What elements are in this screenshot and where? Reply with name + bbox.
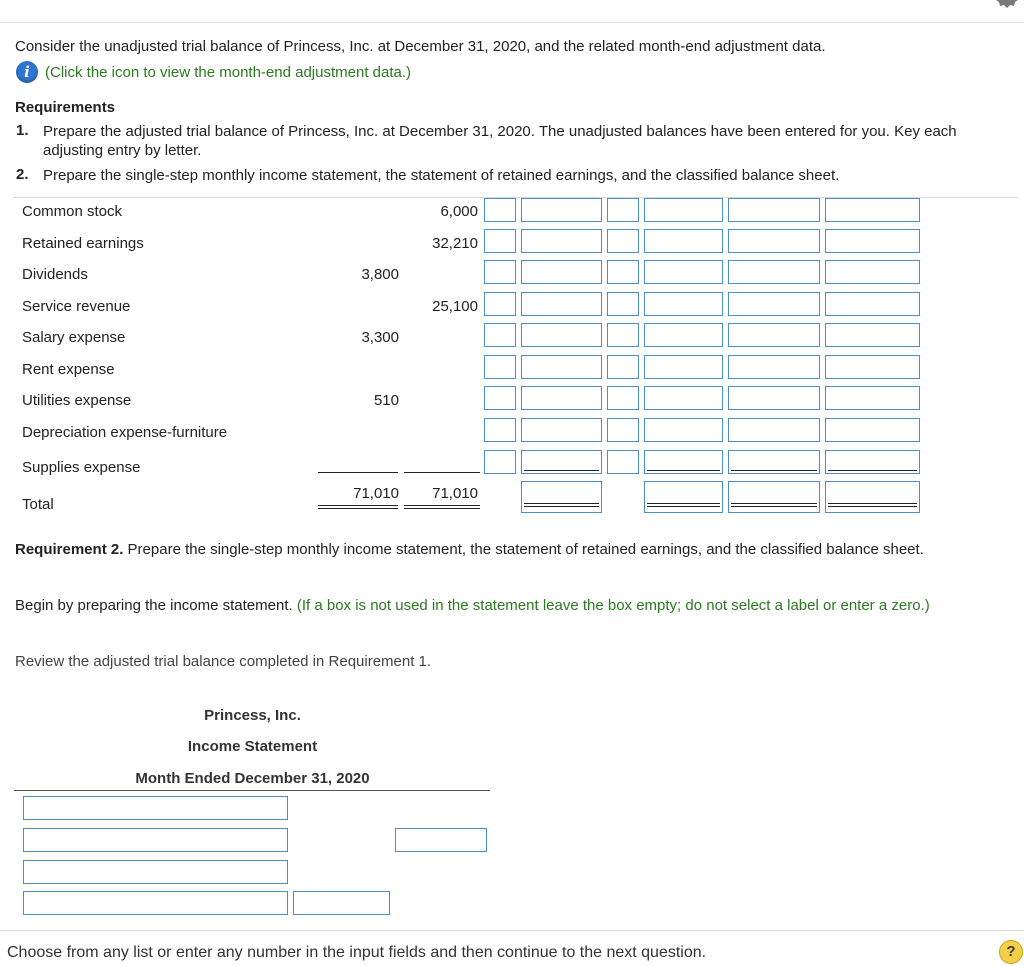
unadjusted-credit: 25,100 [432,298,478,315]
adjusted-credit-input[interactable] [825,260,920,284]
adjustment-data-link[interactable]: (Click the icon to view the month-end adjustment data.) [45,63,412,81]
adjustment-credit-amount-input[interactable] [644,260,723,284]
adjustment-credit-amount-input[interactable] [644,229,723,253]
adjustment-credit-letter-input[interactable] [607,260,639,284]
unadjusted-credit: 6,000 [440,203,478,220]
begin-instruction [15,596,995,615]
adjustment-debit-amount-input[interactable] [521,323,602,347]
total-double-rule [524,503,599,507]
adjustment-debit-letter-input[interactable] [484,418,516,442]
total-adjustment-credit-amount-input[interactable] [644,481,723,513]
subtotal-rule [524,470,599,471]
adjusted-credit-input[interactable] [825,386,920,410]
adjustment-credit-amount-input[interactable] [644,323,723,347]
account-label: Common stock [22,203,123,220]
adjustment-debit-amount-input[interactable] [521,355,602,379]
total-adjustment-debit-amount-input[interactable] [521,481,602,513]
requirement-text: Prepare the single-step monthly income statement, the statement of retained earnings, and the classified balance sheet. [43,167,840,184]
adjustment-debit-amount-input[interactable] [521,292,602,316]
unadjusted-debit: 3,800 [361,266,399,283]
total-label: Total [22,496,54,513]
adjustment-credit-amount-input[interactable] [644,418,723,442]
adjusted-debit-input[interactable] [728,292,820,316]
adjustment-debit-amount-input[interactable] [521,386,602,410]
adjustment-debit-letter-input[interactable] [484,386,516,410]
total-credit: 71,010 [432,485,478,502]
statement-label-input[interactable] [23,891,288,915]
requirements-title: Requirements [15,99,116,116]
statement-header-rule [14,790,490,791]
total-double-rule [404,505,480,509]
adjusted-debit-input[interactable] [728,386,820,410]
adjustment-credit-amount-input[interactable] [644,198,723,222]
adjustment-debit-letter-input[interactable] [484,229,516,253]
adjustment-debit-letter-input[interactable] [484,323,516,347]
total-debit: 71,010 [353,485,399,502]
requirement-text: Prepare the adjusted trial balance of Princess, Inc. at December 31, 2020. The unadjusted balances have been entered for you. Key each adjusting entry by letter. [43,123,957,159]
total-double-rule [828,503,917,507]
total-double-rule [731,503,817,507]
statement-amount-input[interactable] [395,828,487,852]
total-double-rule [318,505,398,509]
footer-divider [0,930,1024,931]
adjustment-debit-amount-input[interactable] [521,198,602,222]
adjustment-credit-letter-input[interactable] [607,198,639,222]
adjusted-credit-input[interactable] [825,323,920,347]
adjustment-credit-amount-input[interactable] [644,355,723,379]
requirement-1 [16,122,1016,160]
review-text: Review the adjusted trial balance completed in Requirement 1. [15,653,432,670]
adjustment-debit-amount-input[interactable] [521,229,602,253]
info-icon[interactable]: i [16,61,38,83]
adjusted-credit-input[interactable] [825,229,920,253]
help-icon[interactable]: ? [999,940,1023,964]
adjustment-debit-letter-input[interactable] [484,292,516,316]
subtotal-rule [731,470,817,471]
adjusted-credit-input[interactable] [825,198,920,222]
footer-instruction: Choose from any list or enter any number in the input fields and then continue to the next question. [7,944,707,961]
adjustment-debit-amount-input[interactable] [521,260,602,284]
total-adjusted-credit-input[interactable] [825,481,920,513]
account-label: Rent expense [22,361,115,378]
adjustment-credit-letter-input[interactable] [607,292,639,316]
gear-icon[interactable] [996,0,1018,8]
total-double-rule [647,503,720,507]
requirement-2-lead: Requirement 2. [15,541,124,558]
top-divider [0,22,1024,23]
adjusted-debit-input[interactable] [728,323,820,347]
company-name: Princess, Inc. [204,707,301,724]
adjustment-credit-letter-input[interactable] [607,418,639,442]
adjusted-debit-input[interactable] [728,198,820,222]
adjustment-credit-letter-input[interactable] [607,386,639,410]
adjusted-debit-input[interactable] [728,418,820,442]
requirement-2-text: Prepare the single-step monthly income statement, the statement of retained earnings, and the classified balance sheet. [123,541,924,558]
begin-note: (If a box is not used in the statement leave the box empty; do not select a label or enter a zero.) [296,597,930,614]
requirement-number: 2. [16,166,29,183]
adjusted-debit-input[interactable] [728,260,820,284]
statement-label-input[interactable] [23,796,288,820]
requirement-number: 1. [16,122,29,139]
statement-label-input[interactable] [23,860,288,884]
begin-text: Begin by preparing the income statement. [15,597,297,614]
requirement-2 [16,166,1016,185]
account-label: Dividends [22,266,88,283]
account-label: Utilities expense [22,392,132,409]
unadjusted-debit: 3,300 [361,329,399,346]
adjustment-debit-amount-input[interactable] [521,418,602,442]
account-label: Service revenue [22,298,131,315]
unadjusted-credit: 32,210 [432,235,478,252]
adjustment-credit-letter-input[interactable] [607,229,639,253]
subtotal-rule [404,472,480,473]
account-label: Supplies expense [22,459,141,476]
adjusted-debit-input[interactable] [728,229,820,253]
adjustment-debit-letter-input[interactable] [484,355,516,379]
unadjusted-debit: 510 [373,392,399,409]
info-link-row[interactable] [16,61,411,83]
total-adjusted-debit-input[interactable] [728,481,820,513]
adjusted-debit-input[interactable] [728,355,820,379]
intro-text: Consider the unadjusted trial balance of Princess, Inc. at December 31, 2020, and the related month-end adjustment data. [15,38,826,55]
account-label: Salary expense [22,329,126,346]
adjustment-credit-amount-input[interactable] [644,292,723,316]
adjusted-credit-input[interactable] [825,355,920,379]
requirement-2-heading [15,540,995,559]
statement-title: Income Statement [187,738,318,755]
statement-period: Month Ended December 31, 2020 [135,770,370,787]
adjusted-credit-input[interactable] [825,292,920,316]
account-label: Depreciation expense-furniture [22,424,228,441]
adjustment-debit-letter-input[interactable] [484,198,516,222]
subtotal-rule [828,470,917,471]
adjustment-credit-letter-input[interactable] [607,450,639,474]
statement-label-input[interactable] [23,828,288,852]
statement-amount-input[interactable] [293,891,390,915]
adjustment-debit-letter-input[interactable] [484,450,516,474]
subtotal-rule [647,470,720,471]
adjustment-credit-letter-input[interactable] [607,355,639,379]
adjustment-debit-letter-input[interactable] [484,260,516,284]
adjustment-credit-letter-input[interactable] [607,323,639,347]
adjusted-credit-input[interactable] [825,418,920,442]
subtotal-rule [318,472,398,473]
adjustment-credit-amount-input[interactable] [644,386,723,410]
account-label: Retained earnings [22,235,144,252]
